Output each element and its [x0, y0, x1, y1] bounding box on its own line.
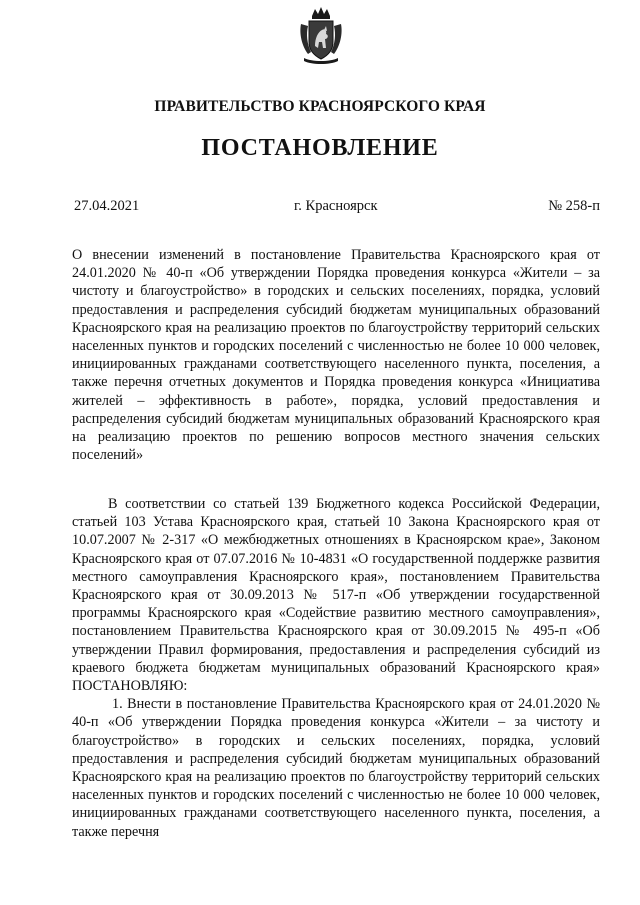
document-type-heading: ПОСТАНОВЛЕНИЕ [201, 135, 439, 161]
subject-text: О внесении изменений в постановление Правительства Красноярского края от 24.01.2020 № 40-п «Об утверждении Порядка проведения конкурса «Жители – за чистоту и благоустройство» в городских и сельских поселениях, порядка, условий предоставления и распределения субсидий бюджетам муниципальных образований Красноярского края на реализацию проектов по благоустройству территорий сельских населенных пунктов и городских поселений с численностью не более 10 000 человек, инициированных гражданами соответствующего населенного пункта, поселения, а также перечня отчетных документов и Порядка проведения конкурса «Инициатива жителей – эффективность в работе», порядка, условий предоставления и распределения субсидий бюджетам муниципальных образований Красноярского края на реализацию проектов по решению вопросов местного значения сельских поселений» [72, 247, 600, 464]
document-subject [72, 246, 600, 464]
preamble-paragraph: В соответствии со статьей 139 Бюджетного кодекса Российской Федерации, статьей 103 Устава Красноярского края, статьей 10 Закона Красноярского края от 10.07.2007 № 2-317 «О межбюджетных отношениях в Красноярском крае», Законом Красноярского края от 07.07.2016 № 10-4831 «О государственной поддержке развития местного самоуправления Красноярского края», постановлением Правительства Красноярского края от 30.09.2013 № 517-п «Об утверждении государственной программы Красноярского края «Содействие развитию местного самоуправления», постановлением Правительства Красноярского края от 30.09.2015 № 495-п «Об утверждении Правил формирования, предоставления и распределения субсидий из краевого бюджета бюджетам муниципальных образований Красноярского края» ПОСТАНОВЛЯЮ: [72, 496, 600, 695]
document-meta-row [74, 198, 600, 218]
document-body [72, 495, 600, 841]
document-number: № 258-п [548, 198, 600, 214]
krasnoyarsk-coat-of-arms-icon [298, 6, 344, 66]
item-1-paragraph: 1. Внести в постановление Правительства Красноярского края от 24.01.2020 № 40-п «Об утверждении Порядка проведения конкурса «Жители – за чистоту и благоустройство» в городских и сельских поселениях, порядка, условий предоставления и распределения субсидий бюджетам муниципальных образований Красноярского края на реализацию проектов по благоустройству территорий сельских населенных пунктов и городских поселений с численностью не более 10 000 человек, инициированных гражданами соответствующего населенного пункта, поселения, а также перечня [72, 696, 600, 840]
document-city: г. Красноярск [294, 198, 378, 214]
document-date: 27.04.2021 [74, 198, 140, 214]
government-title: ПРАВИТЕЛЬСТВО КРАСНОЯРСКОГО КРАЯ [154, 98, 486, 115]
